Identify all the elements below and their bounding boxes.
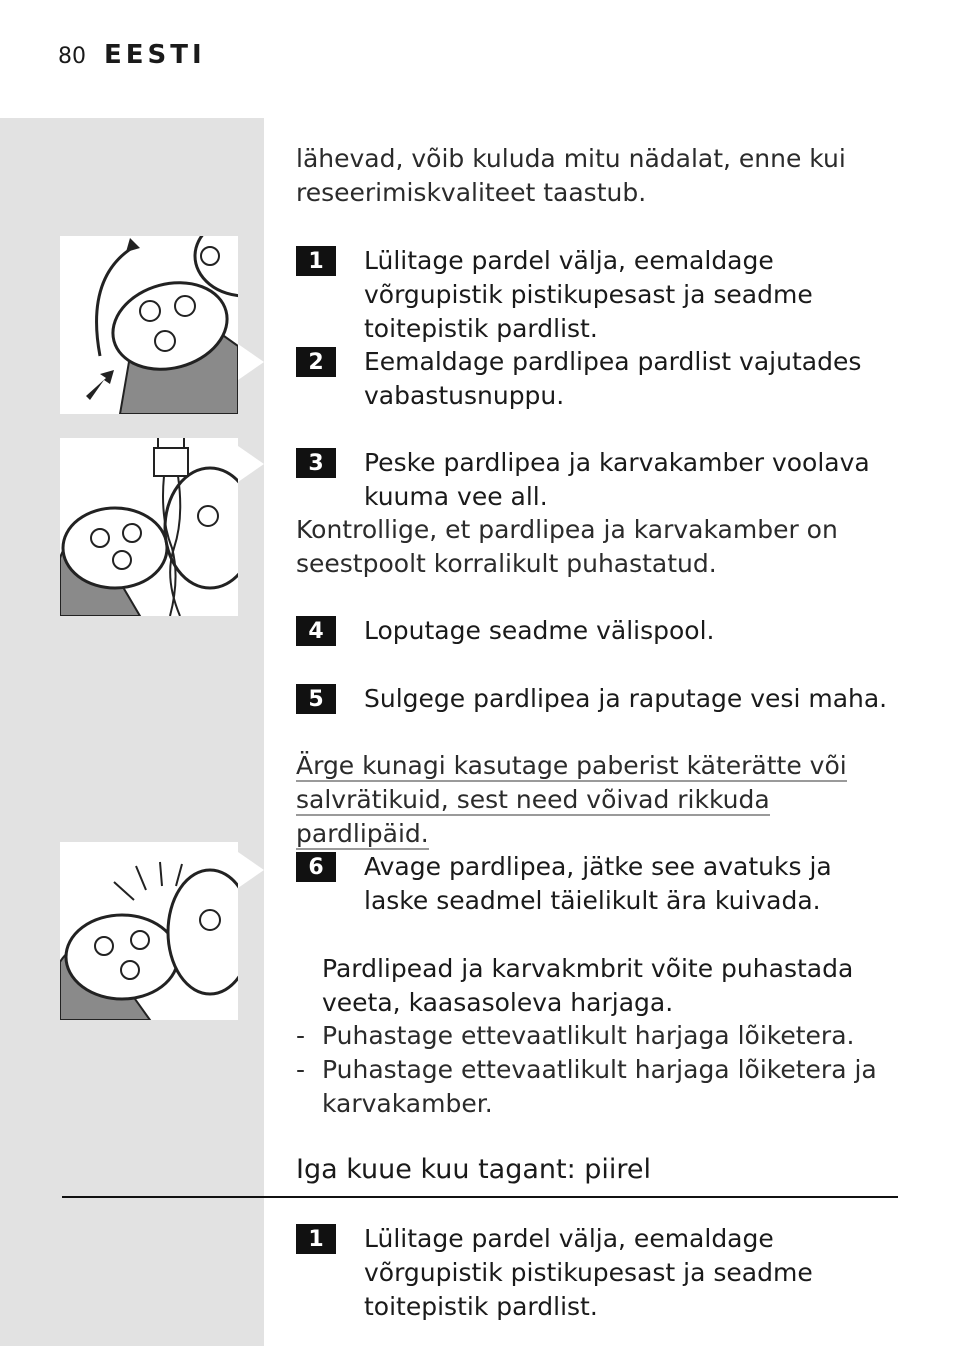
page-header [58, 40, 206, 70]
step-number: 1 [296, 1224, 336, 1254]
section-divider [62, 1196, 898, 1198]
step-number: 4 [296, 616, 336, 646]
bullet-list [296, 1019, 896, 1121]
language-title: EESTI [104, 40, 206, 70]
list-item-text: Puhastage ettevaatlikult harjaga lõiketera ja karvakamber. [322, 1055, 877, 1118]
step-text: Lülitage pardel välja, eemaldage võrgupistik pistikupesast ja seadme toitepistik pardlist. [364, 1224, 813, 1321]
illustration-pointer [238, 446, 264, 482]
dry-cleaning-tip: Pardlipead ja karvakmbrit võite puhastada veeta, kaasasoleva harjaga. [322, 954, 854, 1017]
step-text: Eemaldage pardlipea pardlist vajutades vabastusnuppu. [364, 347, 862, 410]
step-text: Loputage seadme välispool. [364, 616, 715, 645]
step-number: 6 [296, 852, 336, 882]
step-4 [296, 614, 896, 648]
illustration-rinse [60, 438, 238, 616]
warning-text: Ärge kunagi kasutage paberist käterätte või salvrätikuid, sest need võivad rikkuda pardlipäid. [296, 751, 847, 848]
list-item [296, 1053, 896, 1121]
illustration-pointer [238, 852, 264, 888]
step-number: 3 [296, 448, 336, 478]
bullet-marker: - [296, 1055, 306, 1084]
list-item [296, 1019, 896, 1053]
illustration-open-head [60, 236, 238, 414]
step-text: Avage pardlipea, jätke see avatuks ja laske seadmel täielikult ära kuivada. [364, 852, 832, 915]
list-item-text: Puhastage ettevaatlikult harjaga lõiketera. [322, 1021, 855, 1050]
illustration-pointer [238, 344, 264, 380]
step-text: Sulgege pardlipea ja raputage vesi maha. [364, 684, 888, 713]
step-number: 2 [296, 347, 336, 377]
step-5 [296, 682, 896, 716]
step-number: 1 [296, 246, 336, 276]
step-1 [296, 244, 896, 346]
illustration-dry-open [60, 842, 238, 1020]
warning-note [296, 749, 896, 851]
step-number: 5 [296, 684, 336, 714]
step-3 [296, 446, 896, 514]
step-text: Lülitage pardel välja, eemaldage võrgupistik pistikupesast ja seadme toitepistik pardlist. [364, 246, 813, 343]
step-6 [296, 850, 896, 918]
step-text: Peske pardlipea ja karvakamber voolava kuuma vee all. [364, 448, 870, 511]
bullet-marker: - [296, 1021, 306, 1050]
page-number: 80 [58, 44, 86, 69]
intro-paragraph: lähevad, võib kuluda mitu nädalat, enne kui reseerimiskvaliteet taastub. [296, 144, 846, 207]
step-2 [296, 345, 896, 413]
section-step-1 [296, 1222, 896, 1324]
step-3-note: Kontrollige, et pardlipea ja karvakamber on seestpoolt korralikult puhastatud. [296, 515, 838, 578]
section-heading: Iga kuue kuu tagant: piirel [296, 1154, 652, 1185]
